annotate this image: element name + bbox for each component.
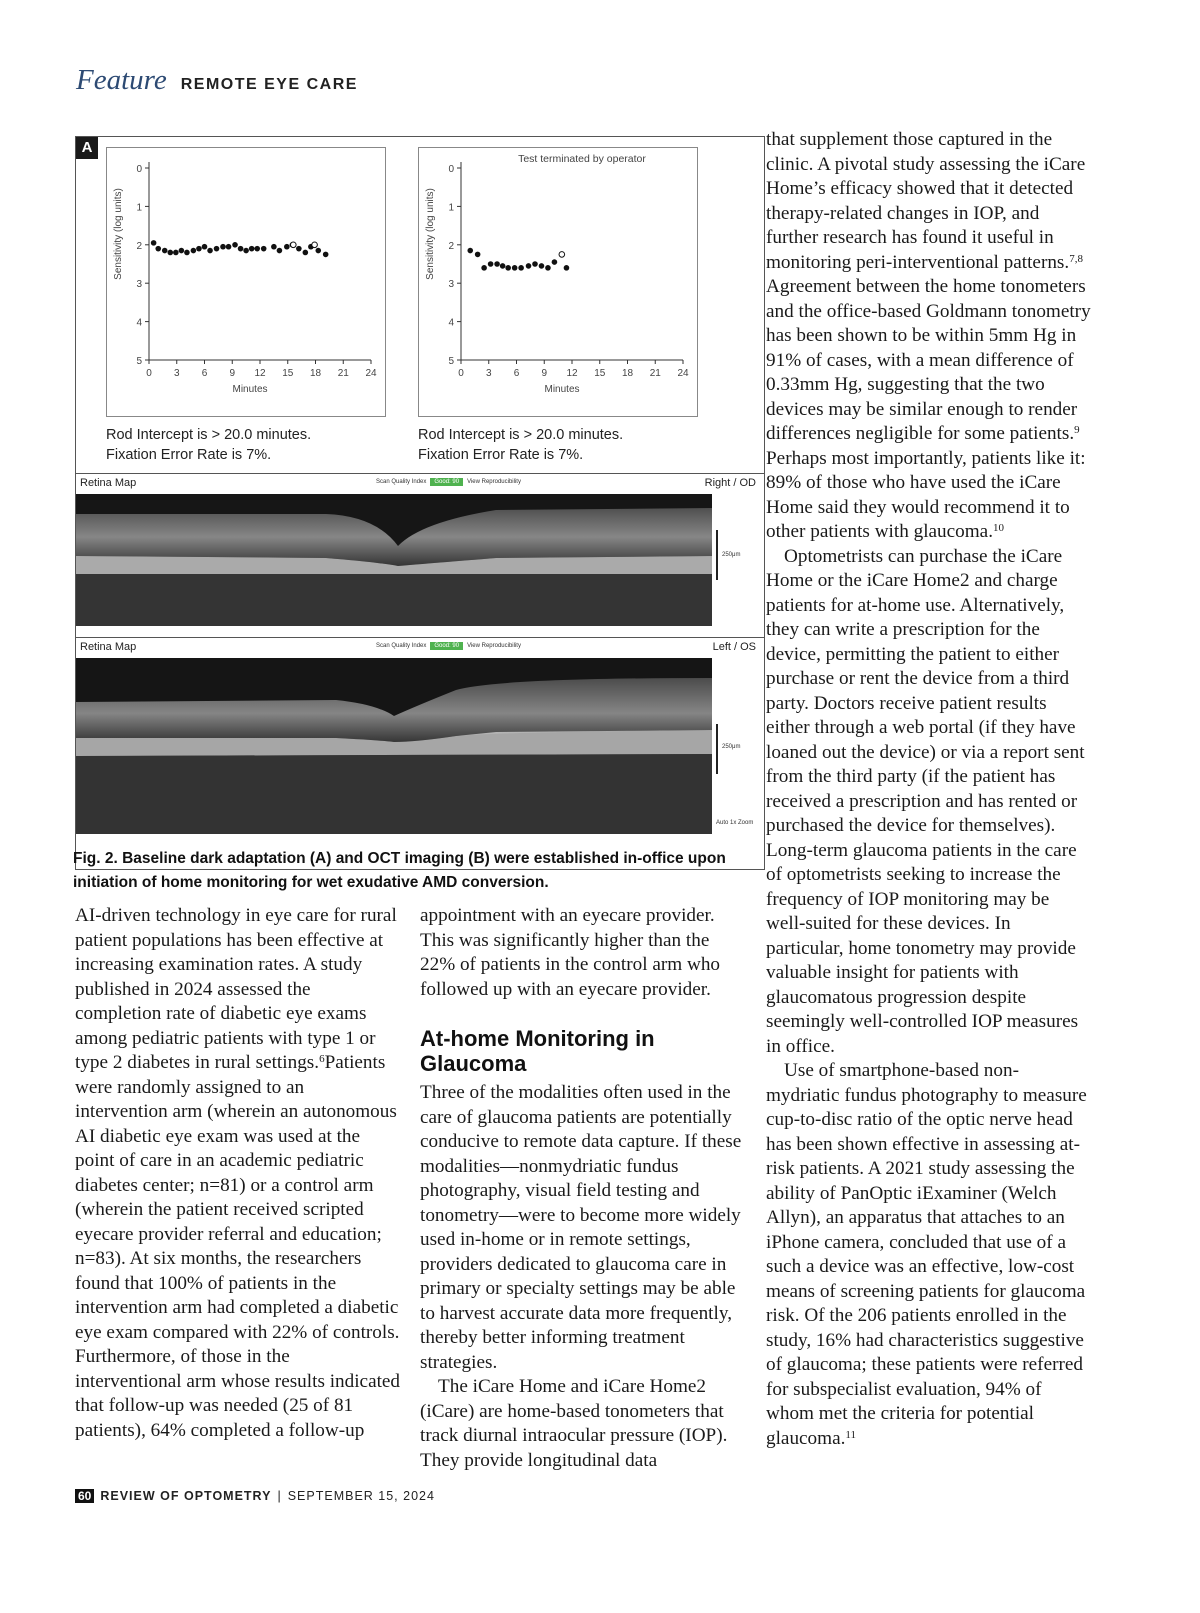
x-tick-label: 12 (566, 368, 578, 379)
col2-paragraph-3: The iCare Home and iCare Home2 (iCare) are home-based tonometers that track diurnal intraocular pressure (IOP). They provide longitudinal data (420, 1376, 728, 1471)
oct-bottom-reproducibility: View Reproducibility (467, 643, 521, 649)
x-tick-label: 12 (254, 368, 266, 379)
figure-caption: Fig. 2. Baseline dark adaptation (A) and OCT imaging (B) were established in-office upon initiation of home monitoring for wet exudative AMD conversion. (73, 850, 726, 891)
data-point (196, 246, 202, 252)
panel-a-letter: A (76, 137, 98, 159)
y-tick-label: 3 (136, 279, 142, 291)
x-tick-label: 6 (513, 368, 520, 379)
col3-p1c-text: Perhaps most importantly, patients like it: 89% of those who have used the iCare Home said they would recommend it to other patients with glaucoma. (766, 447, 1086, 542)
x-tick-label: 3 (485, 368, 492, 379)
x-tick-label: 24 (677, 368, 689, 379)
data-point (243, 248, 249, 254)
x-axis-label: Minutes (232, 384, 268, 395)
oct-top-quality (376, 478, 521, 486)
data-point (488, 261, 494, 267)
y-tick-label: 2 (136, 240, 142, 252)
x-tick-label: 15 (594, 368, 606, 379)
ref-9: 9 (1074, 424, 1080, 436)
oct-panel-right-eye (76, 473, 764, 638)
data-point (539, 263, 545, 269)
y-tick-label: 1 (136, 202, 142, 214)
data-point (512, 265, 518, 271)
oct-top-eye: Right / OD (704, 477, 756, 489)
right-fixation-error: Fixation Error Rate is 7%. (418, 447, 584, 463)
data-point (545, 265, 551, 271)
feature-label: Feature (76, 64, 167, 96)
x-tick-label: 15 (282, 368, 294, 379)
data-point (526, 263, 532, 269)
chart-left-svg (107, 148, 385, 416)
data-point (162, 248, 168, 254)
y-tick-label: 5 (136, 356, 142, 367)
data-point (552, 259, 558, 265)
oct-panel-left-eye (76, 637, 764, 870)
data-point-open (291, 242, 297, 248)
ref-11: 11 (845, 1428, 856, 1441)
data-point (214, 246, 220, 252)
oct-top-quality-label: Scan Quality Index (376, 479, 427, 485)
x-tick-label: 6 (201, 368, 208, 379)
data-point (271, 244, 277, 250)
oct-bottom-zoom-label: Auto 1x Zoom (716, 820, 754, 826)
y-tick-label: 5 (448, 356, 454, 367)
data-point (226, 244, 232, 250)
col1-paragraph-1 (75, 904, 401, 1443)
chart-annotation: Test terminated by operator (518, 153, 646, 165)
page-header (76, 64, 358, 104)
page-number: 60 (75, 1489, 94, 1503)
col3-paragraph-1 (766, 128, 1092, 545)
y-tick-label: 4 (136, 317, 142, 329)
ref-6: 6 (319, 1053, 325, 1065)
x-tick-label: 18 (309, 368, 322, 379)
data-point (173, 250, 179, 256)
oct-top-scalebar (716, 530, 718, 580)
data-point (179, 248, 185, 254)
x-tick-label: 3 (173, 368, 180, 379)
section-title: REMOTE EYE CARE (180, 76, 358, 93)
oct-bottom-quality (376, 642, 521, 650)
col2-paragraph-2: Three of the modalities often used in the care of glaucoma patients are potentially conducive to remote data capture. If these modalities—nonmydriatic fundus photography, visual field testing and tonometry—were to become more widely used in-home or in remote settings, providers dedicated to glaucoma care in primary or specialty settings may be able to harvest accurate data more frequently, thereby better informing treatment strategies. (420, 1082, 742, 1373)
oct-bottom-scalebar (716, 724, 718, 774)
dark-adaptation-chart-right (418, 147, 698, 417)
data-point (500, 263, 506, 269)
data-point-open (559, 252, 565, 258)
data-point (315, 248, 321, 254)
y-tick-label: 2 (448, 240, 454, 252)
y-axis-label: Sensitivity (log units) (113, 188, 124, 280)
oct-top-quality-badge: Good: 90 (430, 478, 463, 486)
data-point (296, 246, 302, 252)
oct-top-label: Retina Map (80, 477, 137, 489)
data-point (505, 265, 511, 271)
oct-scan-left-image (76, 658, 712, 834)
figure-2 (75, 136, 765, 870)
x-tick-label: 0 (458, 368, 464, 379)
data-point (284, 244, 290, 250)
data-point (232, 242, 238, 248)
data-point-open (312, 242, 318, 248)
oct-top-scale-label: 250μm (722, 552, 741, 558)
col3-paragraph-2: Optometrists can purchase the iCare Home or the iCare Home2 and charge patients for at-home use. Alternatively, they can write a prescription for the device, permitting the patient to either purchase or rent the device from a third party. Doctors receive patient results either through a web portal (if they have loaned out the device) or via a report sent from the third party (if the patient has received a prescription and has rented or purchased the device for themselves). Long-term glaucoma patients in the care of optometrists seeking to increase the frequency of IOP monitoring may be well-suited for these devices. In particular, home tonometry may provide valuable insight for patients with glaucomatous progression despite seemingly well-controlled IOP measures in office. (766, 545, 1085, 1057)
data-point (167, 250, 173, 256)
publication-name: REVIEW OF OPTOMETRY (100, 1489, 272, 1503)
left-fixation-error: Fixation Error Rate is 7%. (106, 447, 272, 463)
col3-p1a-text: that supplement those captured in the clinic. A pivotal study assessing the iCare Home’s efficacy showed that it detected therapy-related changes in IOP, and further research has found it useful in monitoring peri-interventional patterns. (766, 129, 1086, 273)
chart-right-svg (419, 148, 697, 416)
oct-bottom-quality-badge: Good: 90 (430, 642, 463, 650)
data-point (191, 248, 197, 254)
col1-p1-text: AI-driven technology in eye care for rural patient populations has been effective at increasing examination rates. A study published in 2024 assessed the completion rate of diabetic eye exams among pediatric patients with type 1 or type 2 diabetes in rural settings. (75, 905, 397, 1073)
x-tick-label: 21 (337, 368, 349, 379)
left-rod-intercept: Rod Intercept is > 20.0 minutes. (106, 427, 312, 443)
data-point (261, 246, 267, 252)
y-tick-label: 1 (448, 202, 454, 214)
x-tick-label: 18 (621, 368, 634, 379)
col3-p1b-text: Agreement between the home tonometers and the office-based Goldmann tonometry has been shown to be within 5mm Hg in 91% of cases, with a mean difference of 0.33mm Hg, suggesting that the two devices may be similar enough to render differences negligible for some patients. (766, 276, 1091, 444)
x-tick-label: 21 (649, 368, 661, 379)
oct-top-reproducibility: View Reproducibility (467, 479, 521, 485)
data-point (207, 248, 213, 254)
oct-scan-right (76, 494, 712, 626)
data-point (220, 244, 226, 250)
x-tick-label: 0 (146, 368, 152, 379)
footer-separator: | (277, 1489, 282, 1503)
y-tick-label: 0 (448, 164, 454, 175)
x-axis-label: Minutes (544, 384, 580, 395)
oct-scan-right-image (76, 494, 712, 626)
oct-bottom-quality-label: Scan Quality Index (376, 643, 427, 649)
oct-top-header (76, 474, 764, 492)
data-point (155, 246, 161, 252)
right-rod-intercept: Rod Intercept is > 20.0 minutes. (418, 427, 624, 443)
data-point (249, 246, 255, 252)
data-point (202, 244, 208, 250)
data-point (238, 246, 244, 252)
data-point (532, 261, 538, 267)
data-point (254, 246, 260, 252)
x-tick-label: 9 (229, 368, 236, 379)
section-heading-glaucoma: At-home Monitoring in Glaucoma (420, 1026, 655, 1076)
data-point (494, 261, 500, 267)
oct-scan-left (76, 658, 712, 834)
data-point (564, 265, 570, 271)
oct-bottom-scale-label: 250μm (722, 744, 741, 750)
panel-a-dark-adaptation (76, 137, 764, 487)
col3-paragraph-3 (766, 1059, 1092, 1451)
y-axis-label: Sensitivity (log units) (425, 188, 436, 280)
data-point (303, 250, 309, 256)
x-tick-label: 9 (541, 368, 548, 379)
oct-bottom-header (76, 638, 764, 656)
data-point (323, 252, 329, 258)
data-point (151, 240, 157, 246)
data-point (518, 265, 524, 271)
oct-bottom-eye: Left / OS (712, 641, 756, 653)
data-point (481, 265, 487, 271)
right-chart-results (418, 425, 623, 465)
data-point (467, 248, 473, 254)
body-column-3 (766, 128, 1092, 1451)
data-point (184, 250, 190, 256)
col1-p1b-text: Patients were randomly assigned to an intervention arm (wherein an autonomous AI diabetic eye exam was used at the point of care in an academic pediatric diabetes center; n=81) or a control arm (wherein the patient received scripted eyecare provider referral and education; n=83). At six months, the researchers found that 100% of patients in the intervention arm had completed a diabetic eye exam compared with 22% of controls. Furthermore, of those in the interventional arm whose results indicated that follow-up was needed (25 of 81 patients), 64% completed a follow-up (75, 1052, 401, 1441)
left-chart-results (106, 425, 311, 465)
issue-date: SEPTEMBER 15, 2024 (287, 1489, 435, 1503)
data-point (277, 248, 283, 254)
col3-p3-text: Use of smartphone-based non-mydriatic fundus photography to measure cup-to-disc ratio of the optic nerve head has been shown effective in assessing at-risk patients. A 2021 study assessing the ability of PanOptic iExaminer (Welch Allyn), an apparatus that attaches to an iPhone camera, concluded that use of a such a device was an effective, low-cost means of screening patients for glaucoma risk. Of the 206 patients enrolled in the study, 16% had characteristics suggestive of glaucoma; these patients were referred for subspecialist evaluation, 94% of whom met the criteria for potential glaucoma. (766, 1060, 1087, 1449)
y-tick-label: 0 (136, 164, 142, 175)
ref-7-8: 7,8 (1069, 252, 1083, 265)
oct-bottom-label: Retina Map (80, 641, 137, 653)
y-tick-label: 3 (448, 279, 454, 291)
y-tick-label: 4 (448, 317, 454, 329)
x-tick-label: 24 (365, 368, 377, 379)
body-column-1 (75, 904, 401, 1443)
ref-10: 10 (993, 522, 1004, 534)
body-column-2 (420, 904, 746, 1473)
data-point (475, 252, 481, 258)
page-footer (75, 1487, 435, 1505)
dark-adaptation-chart-left (106, 147, 386, 417)
col2-paragraph-1: appointment with an eyecare provider. This was significantly higher than the 22% of patients in the control arm who followed up with an eyecare provider. (420, 905, 721, 1000)
